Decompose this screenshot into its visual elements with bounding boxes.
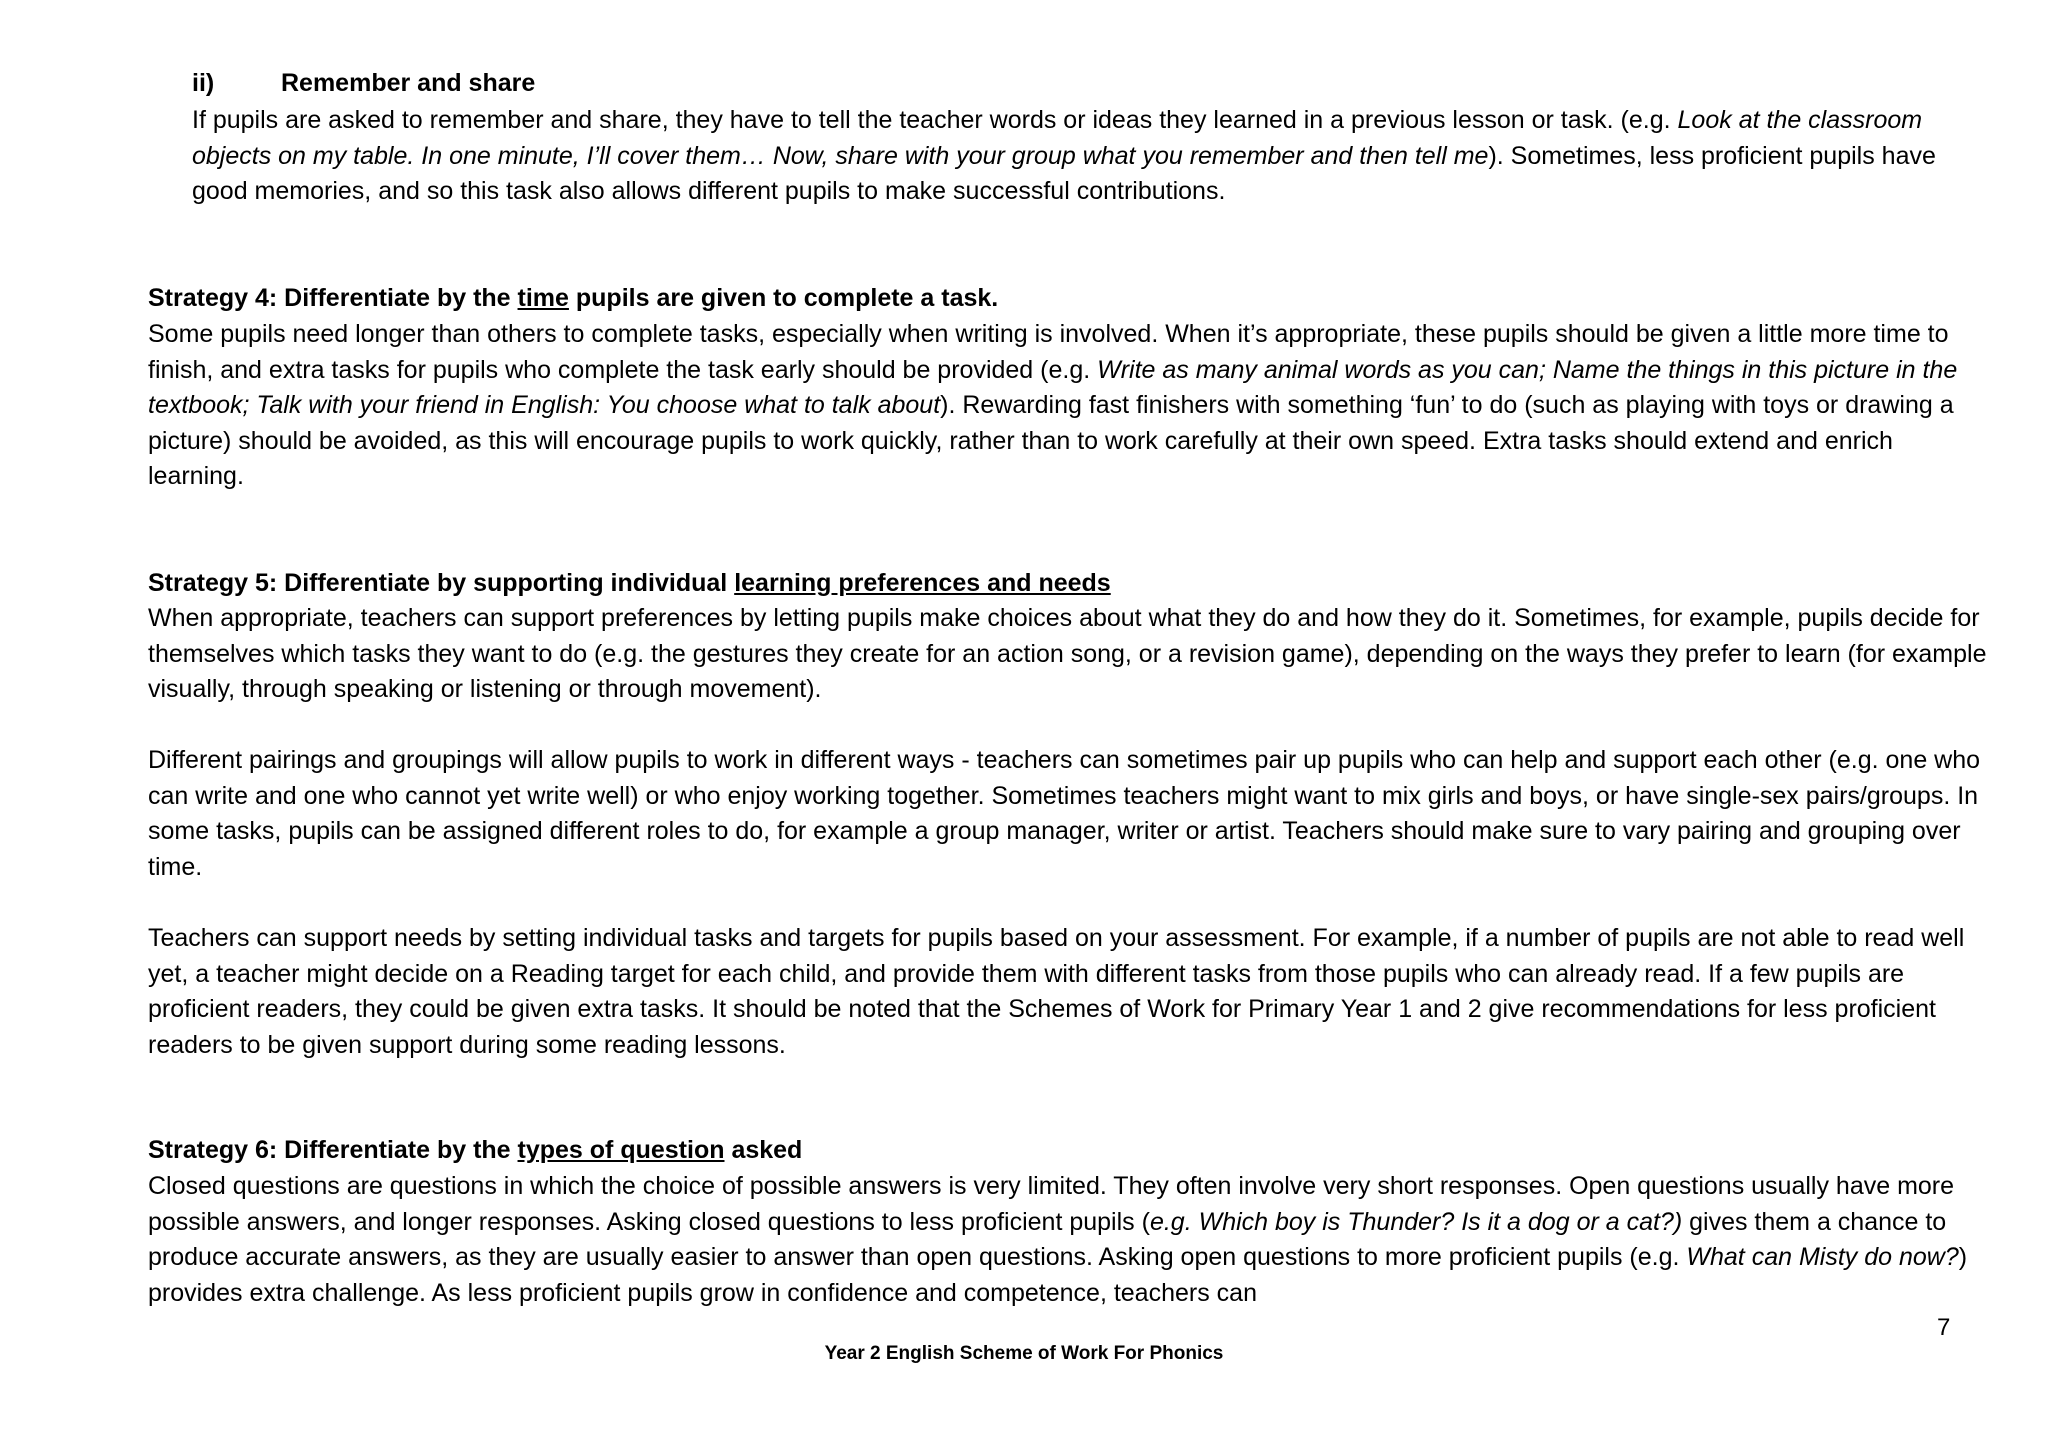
strategy-5-paragraph-3 bbox=[148, 921, 1998, 1063]
strategy-6-text-mid: gives them a chance to produce accurate answers, as they are usually easier to answer than open questions. Asking open questions to more proficient pupils (e.g. bbox=[148, 1207, 1947, 1272]
strategy-4-heading bbox=[148, 281, 1988, 317]
remember-share-example: Look at the classroom objects on my table. In one minute, I’ll cover them… Now, share with your group what you remember and then tell me bbox=[192, 106, 1923, 170]
strategy-4-examples: Write as many animal words as you can; Name the things in this picture in the textbook; Talk with your friend in English: You choose what to talk about bbox=[148, 355, 1958, 420]
strategy-4-heading-post: pupils are given to complete a task. bbox=[568, 284, 999, 312]
strategy-4-heading-pre: Strategy 4: Differentiate by the bbox=[148, 284, 518, 312]
subsection-heading bbox=[192, 66, 535, 102]
remember-share-text: If pupils are asked to remember and share, they have to tell the teacher words or ideas they learned in a previous lesson or task. (e.g. bbox=[192, 106, 1678, 134]
strategy-5-heading bbox=[148, 566, 1988, 602]
remember-share-text-end: ). Sometimes, less proficient pupils have good memories, and so this task also allows different pupils to make successful contributions. bbox=[192, 141, 1936, 206]
strategy-5-heading-pre: Strategy 5: Differentiate by supporting individual bbox=[148, 569, 735, 597]
strategy-6-open-example: What can Misty do now? bbox=[1686, 1243, 1959, 1272]
strategy-4-text: Some pupils need longer than others to complete tasks, especially when writing is involved. When it’s appropriate, these pupils should be given a little more time to finish, and extra tasks for pupils who complete the task early should be provided (e.g. bbox=[148, 320, 1949, 384]
strategy-5-paragraph-2 bbox=[148, 743, 1988, 885]
strategy-6-heading bbox=[148, 1133, 1988, 1169]
subsection-number: ii) bbox=[192, 69, 215, 97]
strategy-6-heading-post: asked bbox=[724, 1136, 803, 1164]
strategy-4-text-end: ). Rewarding fast finishers with something ‘fun’ to do (such as playing with toys or drawing a picture) should be avoided, as this will encourage pupils to work quickly, rather than to work carefully at their own speed. Extra tasks should extend and enrich learning. bbox=[148, 391, 1954, 491]
strategy-6-text-end: ) provides extra challenge. As less proficient pupils grow in confidence and competence, teachers can bbox=[148, 1243, 1968, 1307]
strategy-5-text-3: Teachers can support needs by setting individual tasks and targets for pupils based on your assessment. For example, if a number of pupils are not able to read well yet, a teacher might decide on a Reading target for each child, and provide them with different tasks from those pupils who can already read. If a few pupils are proficient readers, they could be given extra tasks. It should be noted that the Schemes of Work for Primary Year 1 and 2 give recommendations for less proficient readers to be given support during some reading lessons. bbox=[148, 924, 1965, 1059]
strategy-6-heading-pre: Strategy 6: Differentiate by the bbox=[148, 1136, 518, 1164]
strategy-6-closed-example: e.g. Which boy is Thunder? Is it a dog or a cat?) bbox=[1149, 1207, 1683, 1236]
strategy-4-heading-underlined: time bbox=[517, 284, 569, 312]
page-footer: Year 2 English Scheme of Work For Phonics bbox=[824, 1343, 1224, 1364]
strategy-5-paragraph-1 bbox=[148, 601, 1988, 708]
strategy-6-heading-underlined: types of question bbox=[517, 1136, 725, 1164]
strategy-6-text: Closed questions are questions in which the choice of possible answers is very limited. They often involve very short responses. Open questions usually have more possible answers, and longer responses. Asking closed questions to less proficient pupils ( bbox=[148, 1172, 1955, 1236]
subsection-title: Remember and share bbox=[281, 69, 536, 97]
strategy-4-paragraph bbox=[148, 317, 1993, 495]
strategy-5-text-1: When appropriate, teachers can support preferences by letting pupils make choices about what they do and how they do it. Sometimes, for example, pupils decide for themselves which tasks they want to do (e.g. the gestures they create for an action song, or a revision game), depending on the ways they prefer to learn (for example visually, through speaking or listening or through movement). bbox=[148, 604, 1987, 704]
strategy-5-heading-underlined: learning preferences and needs bbox=[734, 569, 1111, 597]
strategy-6-paragraph bbox=[148, 1169, 1988, 1311]
strategy-5-text-2: Different pairings and groupings will allow pupils to work in different ways - teachers can sometimes pair up pupils who can help and support each other (e.g. one who can write and one who cannot yet write well) or who enjoy working together. Sometimes teachers might want to mix girls and boys, or have single-sex pairs/groups. In some tasks, pupils can be assigned different roles to do, for example a group manager, writer or artist. Teachers should make sure to vary pairing and grouping over time. bbox=[148, 746, 1981, 881]
page-number: 7 bbox=[1937, 1314, 1951, 1341]
remember-share-paragraph bbox=[192, 103, 1982, 210]
